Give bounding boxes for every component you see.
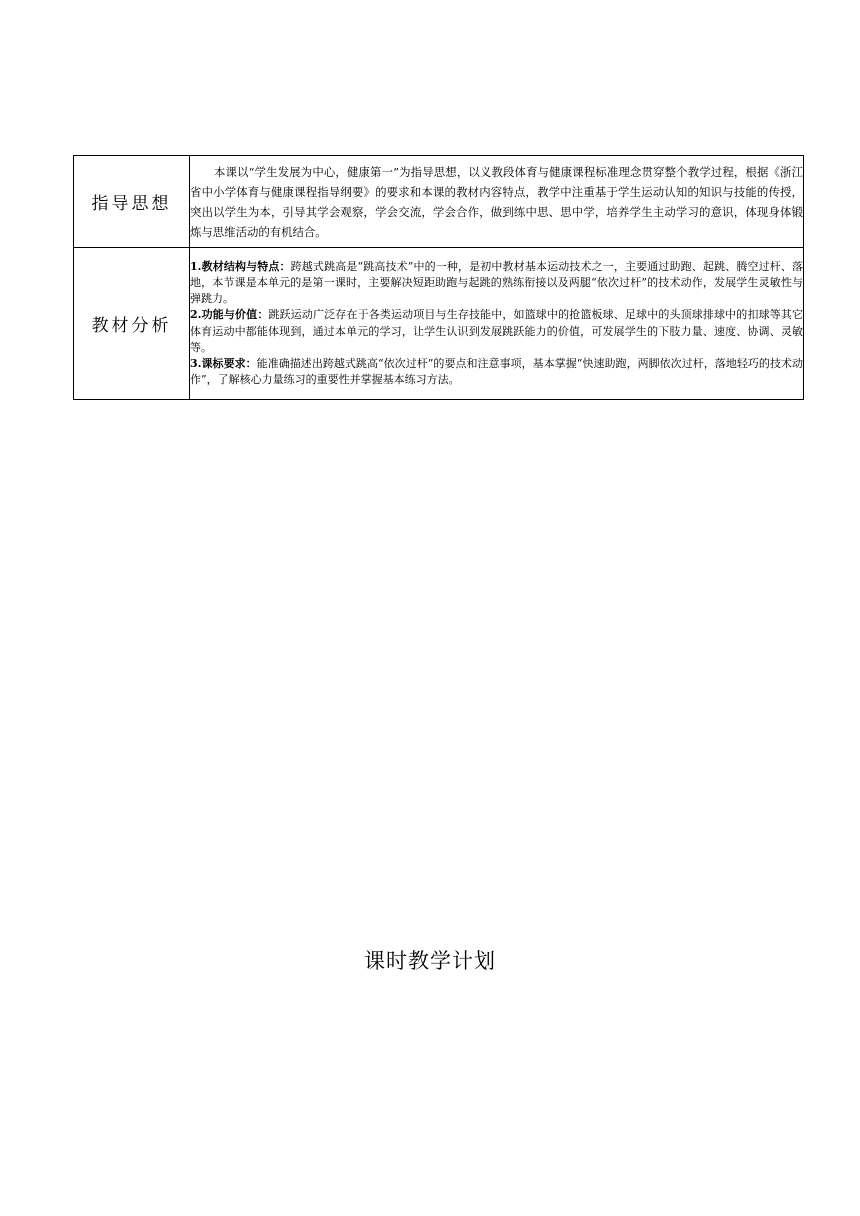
analysis-item-title: 2.功能与价值： xyxy=(190,308,269,322)
analysis-item-value xyxy=(190,307,803,356)
analysis-item-text: 跳跃运动广泛存在于各类运动项目与生存技能中，如篮球中的抢篮板球、足球中的头顶球排球中的扣球等其它体育运动中都能体现到，通过本单元的学习，让学生认识到发展跳跃能力的价值，可发展学生的下肢力量、速度、协调、灵敏等。 xyxy=(190,308,804,354)
material-analysis-label: 教材分析 xyxy=(74,248,190,400)
analysis-item-title: 1.教材结构与特点： xyxy=(190,259,291,273)
guiding-ideology-label: 指导思想 xyxy=(74,156,190,248)
guiding-ideology-text: 本课以“学生发展为中心，健康第一”为指导思想，以义教段体育与健康课程标准理念贯穿整个教学过程，根据《浙江省中小学体育与健康课程指导纲要》的要求和本课的教材内容特点，教学中注重基于学生运动认知的知识与技能的传授，突出以学生为本，引导其学会观察，学会交流，学会合作，做到练中思、思中学，培养学生主动学习的意识，体现身体锻炼与思维活动的有机结合。 xyxy=(190,164,803,239)
material-analysis-row xyxy=(74,248,804,400)
material-analysis-cell xyxy=(190,248,804,400)
guiding-ideology-cell xyxy=(190,156,804,248)
analysis-item-text: 能准确描述出跨越式跳高“依次过杆”的要点和注意事项，基本掌握“快速助跑，两脚依次过杆，落地轻巧的技术动作”，了解核心力量练习的重要性并掌握基本练习方法。 xyxy=(190,356,804,387)
analysis-item-title: 3.课标要求： xyxy=(190,356,257,370)
lesson-plan-table xyxy=(73,155,804,400)
section-heading: 课时教学计划 xyxy=(364,949,496,973)
analysis-item-standard xyxy=(190,356,803,388)
analysis-item-text: 跨越式跳高是“跳高技术”中的一种，是初中教材基本运动技术之一，主要通过助跑、起跳、腾空过杆、落地，本节课是本单元的是第一课时，主要解决短距助跑与起跳的熟练衔接以及两腿“依次过杆”的技术动作，发展学生灵敏性与弹跳力。 xyxy=(190,259,803,306)
guiding-ideology-row xyxy=(74,156,804,248)
analysis-item-structure xyxy=(190,259,803,308)
